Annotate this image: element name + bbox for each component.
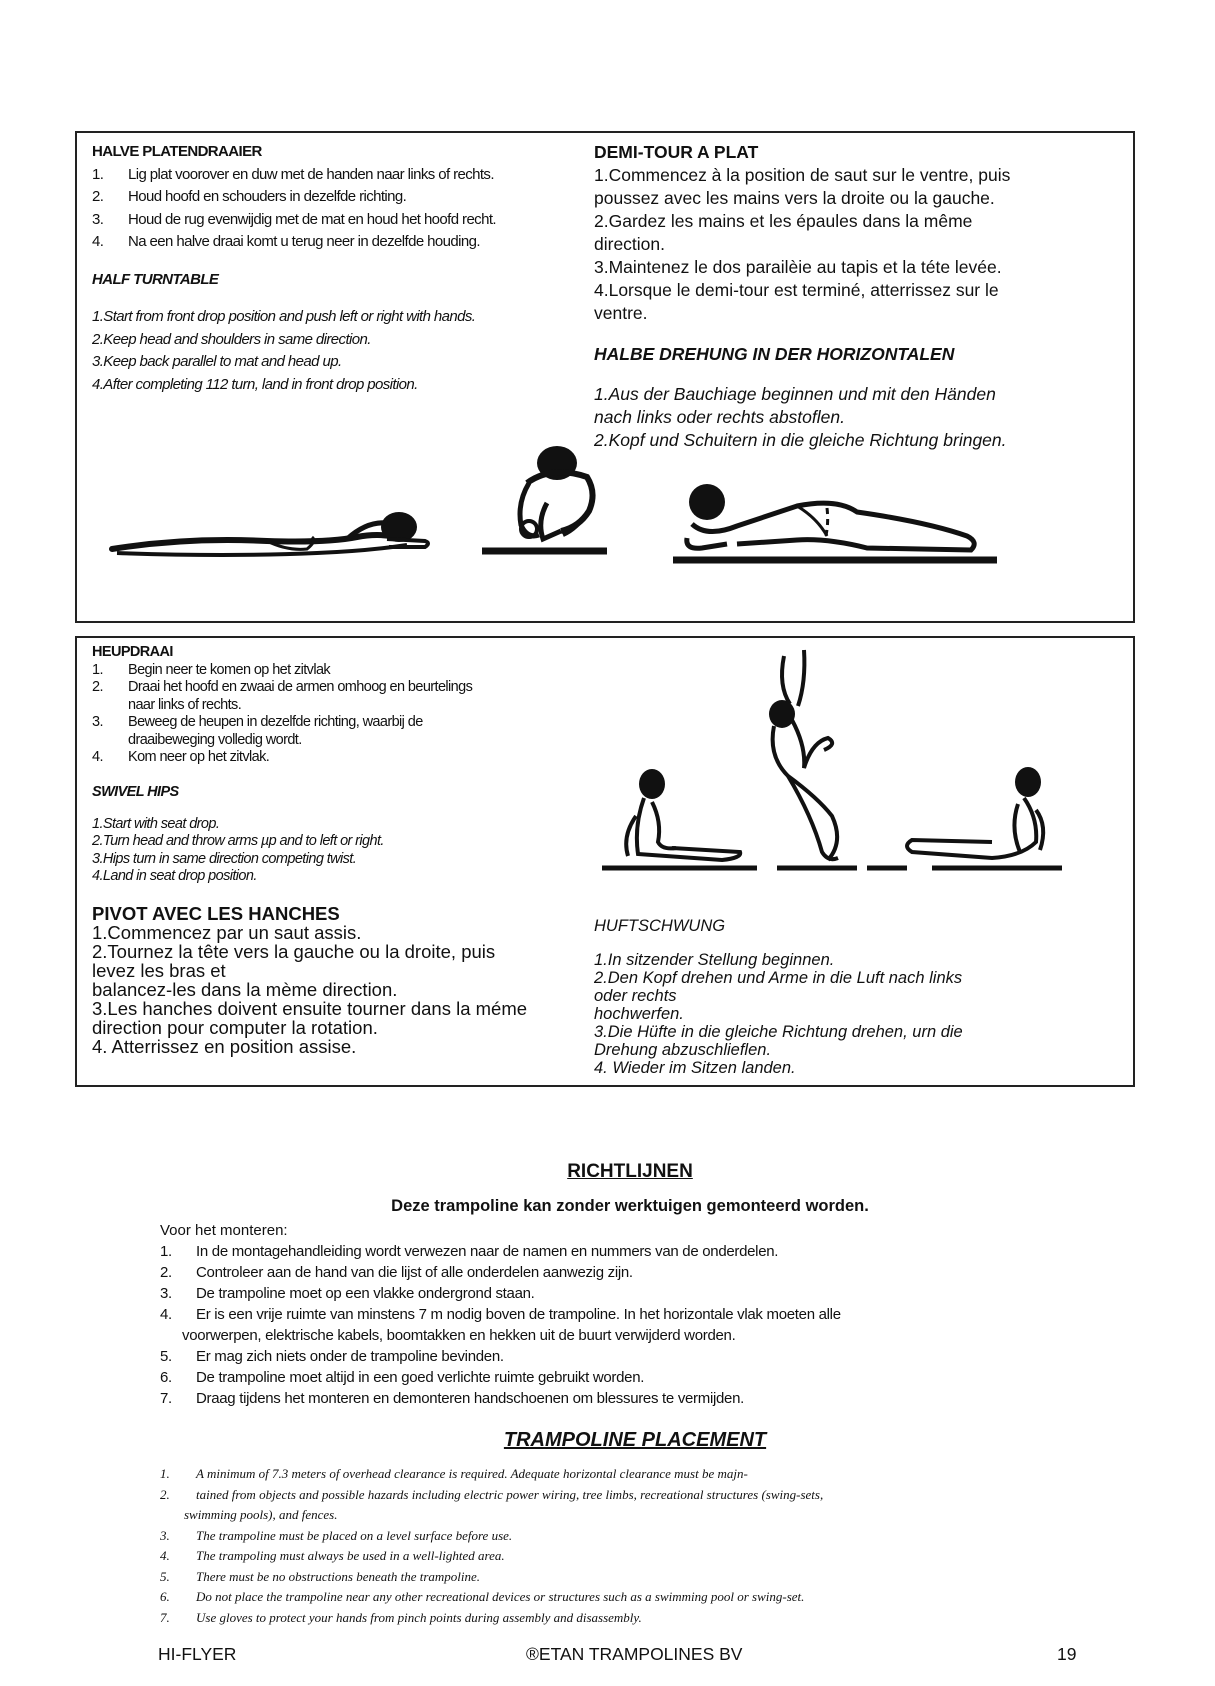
list-item: 4.After completing 112 turn, land in front drop position.: [92, 375, 418, 393]
text-line: 4. Wieder im Sitzen landen.: [594, 1059, 796, 1077]
richtlijnen-section: [160, 1160, 1100, 1409]
de-text: [594, 383, 1124, 452]
swivel-hips-box: [75, 636, 1135, 1087]
list-item: 1. Lig plat voorover en duw met de handen naar links of rechts.: [92, 165, 494, 183]
text-line: 3.Maintenez le dos parailèie au tapis et la téte levée.: [594, 257, 1002, 277]
list-item: 2. Controleer aan de hand van die lijst of alle onderdelen aanwezig zijn.: [160, 1264, 633, 1281]
list-item: 3. Beweeg de heupen in dezelfde richting, waarbij de draaibeweging volledig wordt.: [92, 714, 423, 748]
list-item: 7. Draag tijdens het monteren en demonteren handschoenen om blessures te vermijden.: [160, 1390, 745, 1407]
list-item: 1.Start with seat drop.: [92, 815, 220, 832]
nl-title: HEUPDRAAI: [92, 644, 173, 660]
text-line: 1.Aus der Bauchiage beginnen und mit den Händen: [594, 384, 996, 404]
fr-title: DEMI-TOUR A PLAT: [594, 142, 759, 162]
nl-list: [92, 164, 572, 254]
list-item: 6. De trampoline moet altijd in een goed verlichte ruimte gebruikt worden.: [160, 1369, 645, 1386]
list-item: 3. Houd de rug evenwijdig met de mat en houd het hoofd recht.: [92, 210, 496, 228]
text-line: direction.: [594, 234, 666, 254]
text-line: 1.Commencez à la position de saut sur le ventre, puis: [594, 165, 1011, 185]
list-item: 3. The trampoline must be placed on a level surface before use.: [160, 1527, 513, 1543]
fr-de-half-turntable: [594, 141, 1124, 452]
swivel-hips-illustration: [592, 646, 1112, 896]
placement-section: [160, 1428, 1110, 1628]
richtlijnen-title: RICHTLIJNEN: [567, 1161, 693, 1182]
text-line: 2.Den Kopf drehen und Arme in die Luft nach links: [594, 969, 963, 987]
list-item: 3. De trampoline moet op een vlakke ondergrond staan.: [160, 1285, 535, 1302]
list-item: 5. Er mag zich niets onder de trampoline bevinden.: [160, 1348, 504, 1365]
text-line: hochwerfen.: [594, 1005, 684, 1023]
list-item: 4. Kom neer op het zitvlak.: [92, 749, 270, 765]
text-line: 2.Kopf und Schuitern in die gleiche Richtung bringen.: [594, 430, 1007, 450]
text-line: poussez avec les mains vers la droite ou la gauche.: [594, 188, 995, 208]
text-line: 3.Les hanches doivent ensuite tourner dans la méme: [92, 997, 528, 1019]
list-item: 3.Keep back parallel to mat and head up.: [92, 353, 342, 370]
turning-figure-illustration: [477, 443, 627, 568]
text-line: nach links oder rechts abstoflen.: [594, 407, 845, 427]
placement-title: TRAMPOLINE PLACEMENT: [503, 1429, 767, 1451]
text-line: 3.Die Hüfte in die gleiche Richtung drehen, urn die: [594, 1023, 963, 1041]
text-line: 2.Gardez les mains et les épaules dans la même: [594, 211, 973, 231]
text-line: Drehung abzuschlieflen.: [594, 1041, 772, 1059]
text-line: 4. Atterrissez en position assise.: [92, 1035, 357, 1057]
footer-brand: HI-FLYER: [158, 1644, 237, 1664]
text-line: ventre.: [594, 303, 648, 323]
list-item: 5. There must be no obstructions beneath the trampoline.: [160, 1568, 481, 1584]
nl-title: HALVE PLATENDRAAIER: [92, 143, 262, 160]
prone-figure-illustration: [107, 493, 437, 573]
list-item: 1. In de montagehandleiding wordt verwezen naar de namen en nummers van de onderdelen.: [160, 1243, 779, 1260]
list-item: 7. Use gloves to protect your hands from pinch points during assembly and disassembly.: [160, 1609, 642, 1625]
placement-list: [160, 1464, 1110, 1628]
half-turntable-box: [75, 131, 1135, 623]
de-title: HALBE DREHUNG IN DER HORIZONTALEN: [594, 343, 955, 364]
richtlijnen-list: [160, 1241, 1100, 1409]
en-title: SWIVEL HIPS: [92, 783, 179, 800]
fr-title: PIVOT AVEC LES HANCHES: [92, 902, 340, 924]
en-list: [92, 816, 572, 886]
text-line: 4.Lorsque le demi-tour est terminé, atterrissez sur le: [594, 280, 999, 300]
footer-company: ®ETAN TRAMPOLINES BV: [526, 1644, 743, 1664]
text-line: oder rechts: [594, 987, 677, 1005]
list-item: 4.Land in seat drop position.: [92, 868, 257, 884]
list-item: 3.Hips turn in same direction competing twist.: [92, 850, 357, 867]
text-line: 2.Tournez la tête vers la gauche ou la droite, puis: [92, 940, 496, 962]
de-title: HUFTSCHWUNG: [594, 916, 726, 935]
text-line: direction pour computer la rotation.: [92, 1016, 378, 1038]
push-figure-illustration: [667, 478, 1007, 573]
list-item: 1. Begin neer te komen op het zitvlak: [92, 661, 331, 678]
fr-text: [594, 164, 1124, 325]
list-item: 4. Er is een vrije ruimte van minstens 7 m nodig boven de trampoline. In het horizontale vlak moeten alle voorwerpen, elektrische kabels, boomtakken en hekken uit de buurt verwijderd worden.: [160, 1306, 841, 1344]
list-item: 2.Turn head and throw arms µp and to left or right.: [92, 833, 384, 849]
list-item: 1. A minimum of 7.3 meters of overhead clearance is required. Adequate horizontal clearance must be majn-: [160, 1466, 748, 1481]
de-swivel-hips: [594, 900, 1124, 1077]
list-item: 4. Na een halve draai komt u terug neer in dezelfde houding.: [92, 233, 480, 250]
list-item: 1.Start from front drop position and push left or right with hands.: [92, 308, 476, 325]
list-item: 2. Draai het hoofd en zwaai de armen omhoog en beurtelings naar links of rechts.: [92, 679, 473, 713]
en-list: [92, 306, 572, 396]
nl-half-turntable: [92, 141, 572, 396]
list-item: 4. The trampoling must always be used in a well-lighted area.: [160, 1548, 505, 1563]
nl-list: [92, 662, 572, 767]
fr-text: [92, 923, 572, 1056]
list-item: 2. Houd hoofd en schouders in dezelfde richting.: [92, 188, 407, 205]
en-title: HALF TURNTABLE: [92, 270, 219, 288]
text-line: 1.Commencez par un saut assis.: [92, 921, 362, 943]
richtlijnen-intro: Voor het monteren:: [160, 1222, 288, 1239]
text-line: balancez-les dans la mème direction.: [92, 978, 398, 1000]
text-line: levez les bras et: [92, 959, 226, 981]
list-item: 2. tained from objects and possible hazards including electric power wiring, tree limbs, recreational structures (swing-sets, swimming pools), and fences.: [160, 1486, 824, 1522]
list-item: 2.Keep head and shoulders in same direction.: [92, 330, 371, 348]
nl-swivel-hips: [92, 644, 572, 1056]
list-item: 6. Do not place the trampoline near any other recreational devices or structures such as a swimming pool or swing-set.: [160, 1589, 805, 1604]
page-number: 19: [1057, 1644, 1077, 1664]
richtlijnen-subtitle: Deze trampoline kan zonder werktuigen gemonteerd worden.: [391, 1197, 869, 1215]
text-line: 1.In sitzender Stellung beginnen.: [594, 951, 835, 969]
